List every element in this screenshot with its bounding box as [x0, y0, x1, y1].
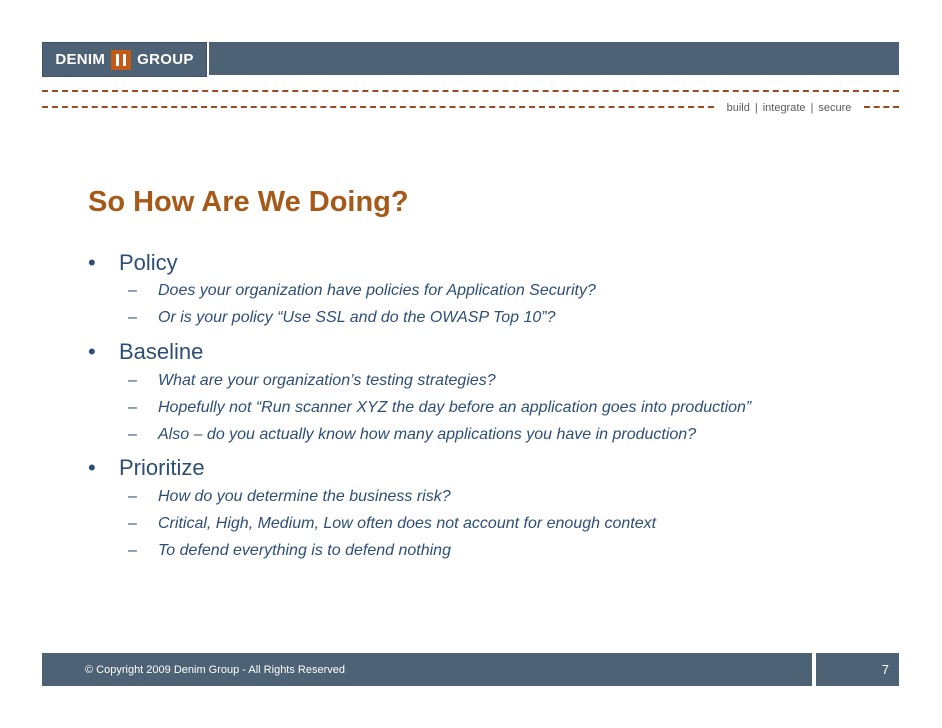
logo-mark-icon — [111, 50, 131, 70]
logo-left-text: DENIM — [55, 51, 106, 68]
dashed-divider-top — [42, 90, 899, 92]
tagline-secure: secure — [818, 102, 852, 114]
sub-item-text: Does your organization have policies for Application Security? — [158, 282, 596, 299]
bullet-heading: Baseline — [119, 339, 204, 364]
copyright-text: © Copyright 2009 Denim Group - All Rights Reserved — [85, 663, 345, 676]
sub-dash: – — [128, 426, 137, 443]
footer-bar — [42, 653, 812, 686]
sub-dash: – — [128, 399, 137, 416]
bullet-dot: • — [88, 455, 96, 480]
bullet-baseline — [88, 339, 203, 365]
sub-item-text: Hopefully not “Run scanner XYZ the day before an application goes into production” — [158, 399, 752, 416]
logo-right-text: GROUP — [137, 51, 194, 68]
sub-item — [128, 426, 696, 444]
sub-dash: – — [128, 309, 137, 326]
sub-item-text: To defend everything is to defend nothing — [158, 542, 451, 559]
sub-item — [128, 488, 451, 506]
sub-dash: – — [128, 282, 137, 299]
sub-dash: – — [128, 515, 137, 532]
header-bar — [209, 42, 899, 75]
sub-item-text: Critical, High, Medium, Low often does not account for enough context — [158, 515, 657, 532]
bullet-heading: Prioritize — [119, 455, 205, 480]
sub-item — [128, 372, 496, 390]
sub-item-text: How do you determine the business risk? — [158, 488, 451, 505]
sub-item — [128, 309, 556, 327]
denim-group-logo — [42, 42, 207, 77]
sub-item — [128, 282, 596, 300]
tagline-integrate: integrate — [762, 102, 806, 114]
bullet-prioritize — [88, 455, 205, 481]
bullet-heading: Policy — [119, 250, 178, 275]
tagline-build: build — [726, 102, 750, 114]
sub-item — [128, 399, 751, 417]
dashed-divider-bottom-right — [864, 106, 899, 108]
bullet-dot: • — [88, 250, 96, 275]
sub-dash: – — [128, 542, 137, 559]
bullet-dot: • — [88, 339, 96, 364]
sub-dash: – — [128, 488, 137, 505]
sub-item-text: What are your organization’s testing strategies? — [158, 372, 496, 389]
dashed-divider-bottom-left — [42, 106, 714, 108]
slide-title: So How Are We Doing? — [88, 186, 409, 218]
tagline-separator: | — [810, 102, 814, 114]
bullet-policy — [88, 250, 178, 276]
sub-dash: – — [128, 372, 137, 389]
page-number: 7 — [816, 653, 899, 686]
sub-item — [128, 542, 451, 560]
sub-item — [128, 515, 656, 533]
tagline-separator: | — [754, 102, 758, 114]
sub-item-text: Or is your policy “Use SSL and do the OWASP Top 10”? — [158, 309, 556, 326]
tagline — [718, 100, 860, 116]
sub-item-text: Also – do you actually know how many applications you have in production? — [158, 426, 697, 443]
